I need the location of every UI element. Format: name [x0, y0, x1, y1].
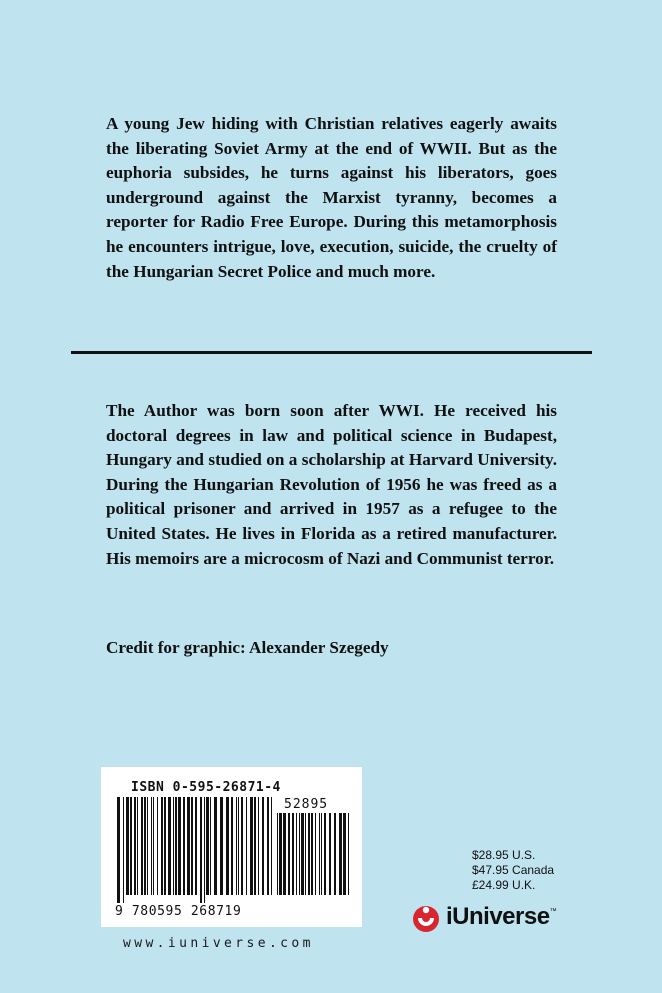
barcode-bar	[267, 797, 269, 895]
barcode-bar	[117, 797, 120, 903]
barcode-bar	[305, 813, 306, 895]
barcode-bar	[283, 813, 286, 895]
barcode-bar	[187, 797, 190, 895]
barcode-bar	[130, 797, 132, 895]
barcode-bar	[137, 797, 138, 895]
barcode-bar	[204, 797, 205, 903]
blurb-paragraph-story: A young Jew hiding with Christian relatives eagerly awaits the liberating Soviet Army at the end of WWII. But as the euphoria subsides, he turns against his liberators, goes underground against the Marxist tyranny, becomes a reporter for Radio Free Europe. During this metamorphosis he encounters intrigue, love, execution, suicide, the cruelty of the Hungarian Secret Police and much more.	[106, 114, 557, 281]
price-uk: £24.99 U.K.	[472, 878, 536, 892]
price-list	[472, 848, 554, 893]
barcode-bar	[153, 797, 154, 895]
barcode-addon-icon	[277, 813, 351, 903]
barcode-bar	[319, 813, 320, 895]
blurb-paragraph-author: The Author was born soon after WWI. He received his doctoral degrees in law and political science in Budapest, Hungary and studied on a scholarship at Harvard University. During the Hungarian Revolution of 1956 he was freed as a political prisoner and arrived in 1957 as a refugee to the United States. He lives in Florida as a retired manufacturer. His memoirs are a microcosm of Nazi and Communist terror.	[106, 401, 557, 568]
barcode-bar	[279, 813, 282, 895]
barcode-bar	[141, 797, 143, 895]
barcode-bar	[214, 797, 217, 895]
barcode-bar	[339, 813, 342, 895]
barcode-bar	[200, 797, 202, 903]
barcode-bar	[191, 797, 193, 895]
barcode-bar	[238, 797, 239, 895]
barcode-bar	[288, 813, 290, 895]
barcode-ean-number: 9 780595 268719	[115, 904, 242, 919]
barcode-bar	[178, 797, 181, 895]
barcode-bar	[348, 813, 349, 895]
barcode-bar	[151, 797, 152, 895]
barcode-bar	[220, 797, 223, 895]
barcode-bar	[206, 797, 209, 895]
barcode-bar	[175, 797, 177, 895]
price-canada: $47.95 Canada	[472, 863, 555, 877]
barcode-bar	[301, 813, 304, 895]
barcode-bar	[126, 797, 129, 895]
publisher-name: iUniverse	[446, 903, 550, 930]
isbn-label: ISBN 0-595-26871-4	[131, 780, 281, 795]
barcode-bar	[183, 797, 185, 895]
barcode-bar	[277, 813, 278, 895]
barcode-bar	[144, 797, 146, 895]
barcode-bar	[173, 797, 174, 895]
barcode-bar	[236, 797, 237, 895]
barcode-bar	[226, 797, 229, 895]
barcode-bar	[324, 813, 326, 895]
barcode-bar	[168, 797, 171, 895]
barcode-bar	[315, 813, 316, 895]
barcode-bar	[210, 797, 211, 895]
barcode-bar	[123, 797, 124, 903]
barcode-bar	[254, 797, 256, 895]
barcode-bar	[157, 797, 158, 895]
barcode-icon	[117, 797, 292, 903]
barcode-panel	[101, 767, 362, 927]
publisher-website: www.iuniverse.com	[123, 936, 314, 951]
barcode-bar	[164, 797, 166, 895]
divider-rule	[71, 351, 592, 354]
publisher-logo	[410, 900, 557, 934]
barcode-bar	[334, 813, 336, 895]
barcode-addon-number: 52895	[284, 797, 329, 812]
barcode-bar	[258, 797, 259, 895]
trademark-symbol: ™	[549, 908, 557, 915]
barcode-bar	[262, 797, 264, 895]
barcode-bar	[308, 813, 310, 895]
barcode-bar	[329, 813, 331, 895]
barcode-bar	[241, 797, 243, 895]
barcode-bar	[246, 797, 247, 895]
barcode-bar	[321, 813, 322, 895]
barcode-bar	[343, 813, 346, 895]
barcode-bar	[195, 797, 197, 895]
price-us: $28.95 U.S.	[472, 848, 536, 862]
barcode-bar	[134, 797, 136, 895]
barcode-bar	[292, 813, 294, 895]
barcode-bar	[147, 797, 148, 895]
barcode-bar	[231, 797, 233, 895]
barcode-bar	[311, 813, 313, 895]
graphic-credit: Credit for graphic: Alexander Szegedy	[106, 638, 389, 657]
barcode-bar	[299, 813, 300, 895]
barcode-bar	[296, 813, 297, 895]
barcode-bar	[271, 797, 272, 895]
barcode-bar	[250, 797, 253, 895]
iuniverse-logo-icon	[410, 901, 442, 933]
barcode-bar	[161, 797, 163, 895]
